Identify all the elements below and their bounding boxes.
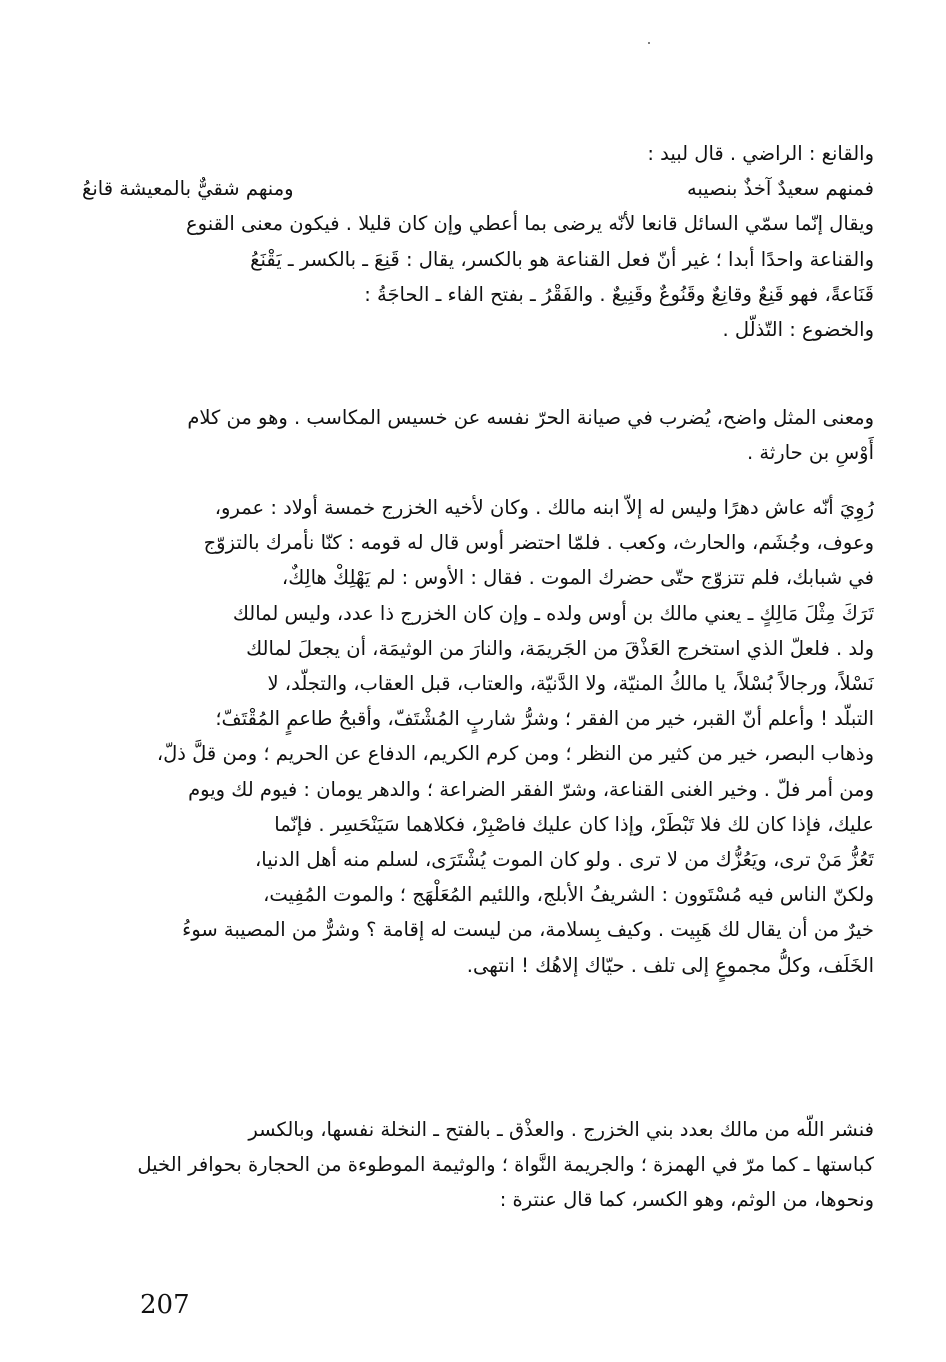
text-line: ومن أمر فلّ . وخير الغنى القناعة، وشرّ الفقر الضراعة ؛ والدهر يومان : فيوم لك ويوم [188, 777, 874, 801]
text-line: نَسْلاً، ورجالاً بُسْلاً، يا مالكُ المنيّة، ولا الدَّنيّة، والعتاب، قبل العقاب، والتجلّد، لا [267, 672, 874, 696]
page-number: 207 [140, 1290, 190, 1320]
paragraph-4 [72, 1112, 874, 1218]
text-line: الخَلَف، وكلُّ مجموعٍ إلى تلف . حيّاك إلاهُك ! انتهى. [466, 953, 874, 977]
text-line: التبلّد ! وأعلم أنّ القبر، خير من الفقر ؛ وشرُّ شاربٍ المُشْتَفّ، وأقبحُ طاعمٍ المُقْتَفّ؛ [215, 707, 874, 731]
verse-left-hemistich: ومنهم شقيٌّ بالمعيشة قانعُ [82, 177, 294, 201]
text-line: كباستها ـ كما مرّ في الهمزة ؛ والجريمة النَّواة ؛ والوثيمة الموطوءة من الحجارة بحوافر الخيل [137, 1153, 874, 1177]
scan-speck [648, 42, 650, 44]
poetry-verse [72, 171, 874, 206]
text-line: تَعُزُّ مَنْ ترى، ويَعُزُّك من لا ترى . ولو كان الموت يُشْتَرَى، لسلم منه أهل الدنيا، [255, 848, 874, 872]
text-line: ونحوها، من الوثم، وهو الكسر، كما قال عنترة : [499, 1188, 874, 1212]
text-line: تَرَكَ مِثْلَ مَالِكٍ ـ يعني مالك بن أوس ولده ـ وإن كان الخزرج ذا عدد، وليس لمالك [232, 601, 874, 625]
text-line: فنشر اللّه من مالك بعدد بني الخزرج . والعذْق ـ بالفتح ـ النخلة نفسها، وبالكسر [248, 1118, 874, 1141]
paragraph-2 [72, 400, 874, 470]
text-line: ولد . فلعلّ الذي استخرج العَذْقَ من الجَريمَة، والنارَ من الوثيمَة، أن يجعلَ لمالك [246, 636, 874, 660]
paragraph-3 [72, 490, 874, 983]
text-line: ومعنى المثل واضح، يُضرب في صيانة الحرّ نفسه عن خسيس المكاسب . وهو من كلام [187, 406, 874, 429]
text-line: في شبابك، فلم تتزوّج حتّى حضرك الموت . فقال : الأوس : لم يَهْلِكْ هالِكٌ، [281, 566, 874, 590]
text-line: ويقال إنّما سمّي السائل قانعا لأنّه يرضى بما أعطي وإن كان قليلا . فيكون معنى القنوع [186, 212, 874, 236]
text-line: وعوف، وجُشَم، والحارث، وكعب . فلمّا احتضر أوس قال له قومه : كنّا نأمرك بالتزوّج [203, 531, 874, 555]
definition-line: والقانع : الراضي . قال لبيد : [647, 142, 874, 165]
text-line: أَوْسِ بن حارثة . [747, 441, 874, 465]
text-line: وذهاب البصر، خير من كثير من النظر ؛ ومن كرم الكريم، الدفاع عن الحريم ؛ ومن قلَّ ذلّ، [156, 742, 874, 766]
text-line: والخضوع : التّذلّل . [722, 318, 874, 342]
text-line: رُوِيَ أنّه عاش دهرًا وليس له إلاّ ابنه مالك . وكان لأخيه الخزرج خمسة أولاد : عمرو، [214, 496, 874, 519]
text-line: والقناعة واحدًا أبدا ؛ غير أنّ فعل القناعة هو بالكسر، يقال : قَنِعَ ـ بالكسر ـ يَقْنَعُ [250, 247, 874, 271]
text-line: عليك، فإذا كان لك فلا تَبْطَرْ، وإذا كان عليك فاصْبِرْ، فكلاهما سَيَنْحَسِر . فإنّما [274, 812, 874, 836]
text-line: خيرٌ من أن يقال لك هَبِيت . وكيف بِسلامة، من ليست له إقامة ؟ وشرٌّ من المصيبة سوءُ [182, 918, 874, 942]
verse-right-hemistich: فمنهم سعيدٌ آخذٌ بنصيبه [686, 177, 874, 201]
text-line: ولكنّ الناس فيه مُسْتَوون : الشريفُ الأبلج، واللئيم المُعَلْهَج ؛ والموت المُفِيت، [263, 883, 874, 907]
definition-section [72, 136, 874, 347]
text-line: قَنَاعةً، فهو قَنِعٌ وقانِعٌ وقَنُوعٌ وقَنِيعٌ . والفَقْرُ ـ بفتح الفاء ـ الحاجَةُ : [364, 282, 874, 306]
